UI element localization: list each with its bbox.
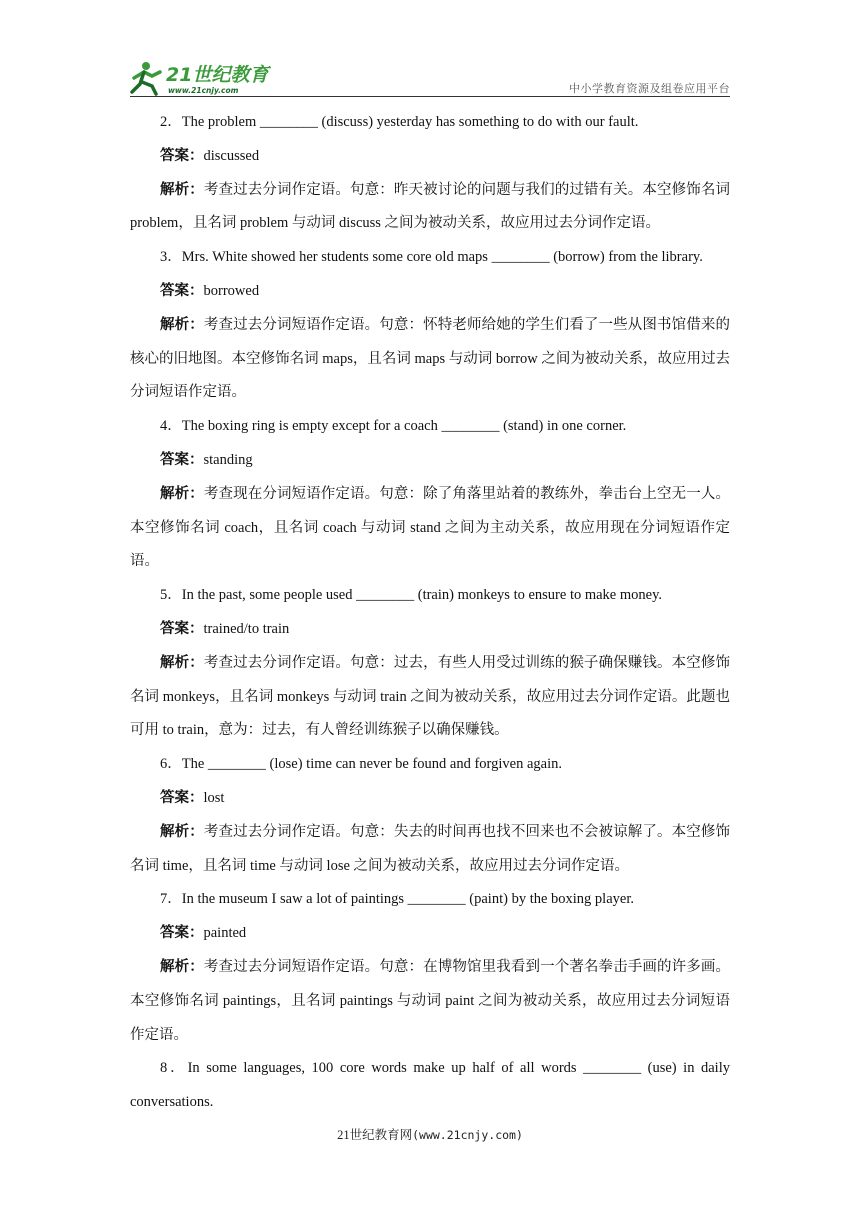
question-text: 4．The boxing ring is empty except for a coach ________ (stand) in one corner.: [160, 418, 627, 435]
answer-value: discussed: [203, 147, 260, 164]
answer-value: trained/to train: [203, 620, 290, 637]
analysis-text: 考查过去分词短语作定语。句意：在博物馆里我看到一个著名拳击手画的许多画。本空修饰名词 paintings，且名词 paintings 与动词 paint 之间为被动关系，故应用过去分词短语作定语。: [130, 958, 731, 1043]
logo: [130, 58, 290, 98]
answer-label: 答案：: [160, 451, 204, 468]
answer-value: standing: [203, 451, 253, 468]
analysis-line: [130, 309, 730, 410]
analysis-line: [130, 816, 730, 884]
analysis-line: [130, 951, 730, 1052]
analysis-text: 考查过去分词作定语。句意：失去的时间再也找不回来也不会被谅解了。本空修饰名词 time，且名词 time 与动词 lose 之间为被动关系，故应用过去分词作定语。: [130, 823, 731, 874]
answer-line: [130, 613, 730, 647]
analysis-text: 考查过去分词作定语。句意：昨天被讨论的问题与我们的过错有关。本空修饰名词 problem，且名词 problem 与动词 discuss 之间为被动关系，故应用过去分词作定语。: [130, 181, 731, 232]
analysis-text: 考查过去分词短语作定语。句意：怀特老师给她的学生们看了一些从图书馆借来的核心的旧地图。本空修饰名词 maps，且名词 maps 与动词 borrow 之间为被动关系，故应用过去分词短语作定语。: [130, 316, 731, 401]
page-footer: [0, 1125, 860, 1143]
analysis-label: 解析：: [160, 485, 204, 502]
question-text: 6．The ________ (lose) time can never be found and forgiven again.: [160, 756, 562, 773]
logo-url-text: www.21cnjy.com: [168, 86, 239, 95]
answer-value: borrowed: [203, 282, 260, 299]
footer-site-name: 21世纪教育网: [337, 1128, 413, 1142]
footer-url: (www.21cnjy.com): [412, 1128, 523, 1142]
analysis-label: 解析：: [160, 823, 204, 840]
analysis-text: 考查过去分词作定语。句意：过去，有些人用受过训练的猴子确保赚钱。本空修饰名词 monkeys，且名词 monkeys 与动词 train 之间为被动关系，故应用过去分词作定语。此题也可用 to train，意为：过去，有人曾经训练猴子以确保赚钱。: [130, 654, 731, 739]
logo-main-text: 21世纪教育: [166, 64, 269, 86]
document-body: [130, 106, 730, 1120]
analysis-label: 解析：: [160, 316, 204, 333]
answer-line: [130, 275, 730, 309]
question-text: 5．In the past, some people used ________ (train) monkeys to ensure to make money.: [160, 587, 663, 604]
analysis-line: [130, 647, 730, 748]
analysis-label: 解析：: [160, 654, 204, 671]
answer-value: painted: [203, 925, 247, 942]
question-text: 2．The problem ________ (discuss) yesterday has something to do with our fault.: [160, 114, 639, 130]
answer-label: 答案：: [160, 620, 204, 637]
answer-value: lost: [203, 789, 225, 806]
answer-label: 答案：: [160, 282, 204, 299]
question-text: 7．In the museum I saw a lot of paintings ________ (paint) by the boxing player.: [160, 891, 634, 908]
analysis-line: [130, 174, 730, 242]
analysis-label: 解析：: [160, 958, 204, 975]
analysis-text: 考查现在分词短语作定语。句意：除了角落里站着的教练外，拳击台上空无一人。本空修饰名词 coach，且名词 coach 与动词 stand 之间为主动关系，故应用现在分词短语作定语。: [130, 485, 731, 570]
analysis-line: [130, 478, 730, 579]
answer-label: 答案：: [160, 789, 204, 806]
platform-name: 中小学教育资源及组卷应用平台: [569, 82, 730, 95]
question-text: 3．Mrs. White showed her students some core old maps ________ (borrow) from the library.: [160, 249, 703, 266]
answer-label: 答案：: [160, 147, 204, 164]
answer-line: [130, 782, 730, 816]
analysis-label: 解析：: [160, 181, 204, 198]
question-text: 8．In some languages, 100 core words make up half of all words ________ (use) in daily conversations.: [130, 1060, 730, 1111]
page-header: [130, 56, 730, 97]
runner-icon: [132, 62, 160, 94]
answer-line: [130, 444, 730, 478]
answer-line: [130, 140, 730, 174]
answer-line: [130, 917, 730, 951]
answer-label: 答案：: [160, 925, 204, 942]
